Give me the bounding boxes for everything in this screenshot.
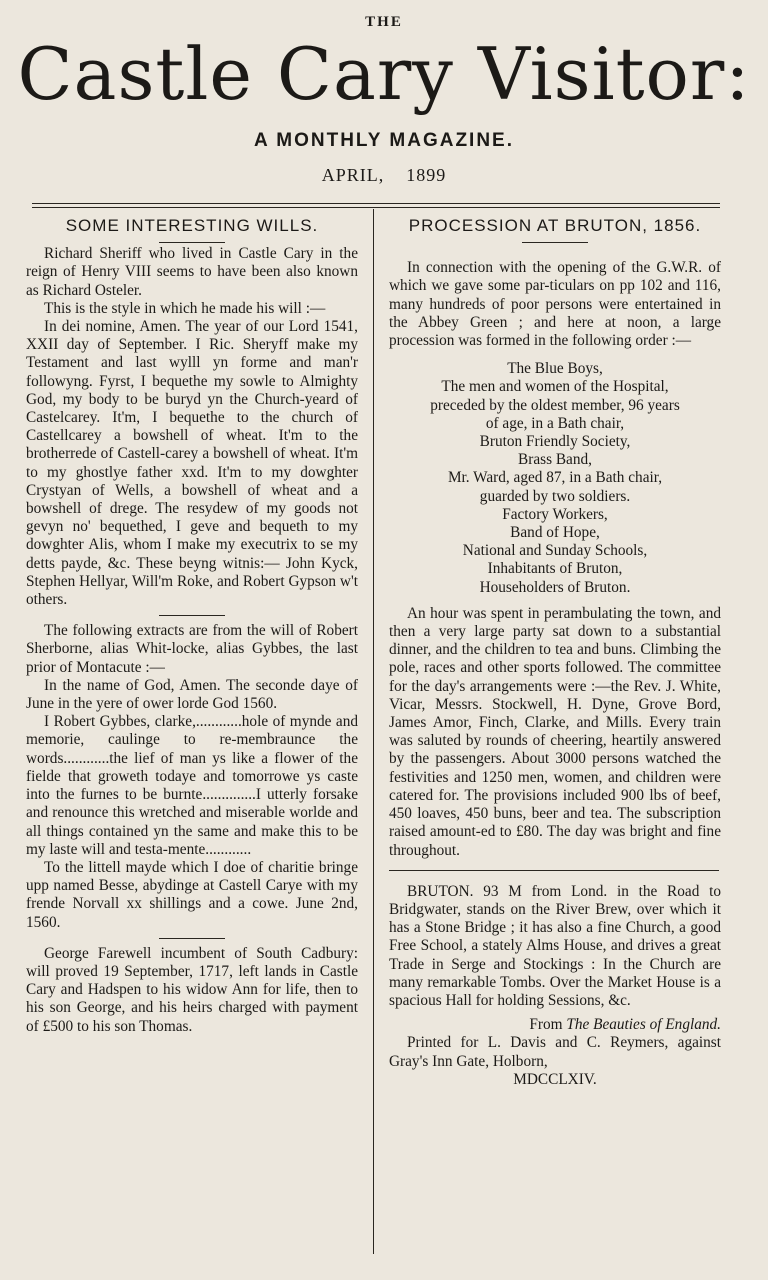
wills-heading: SOME INTERESTING WILLS. (65, 216, 319, 235)
order-line: guarded by two soldiers. (479, 487, 631, 505)
order-line: Band of Hope, (510, 524, 600, 542)
wills-paragraph-3: In dei nomine, Amen. The year of our Lord 1541, XXII day of September. I Ric. Sheryff make my Testament and last wylll yn forme and man'r followyng. Fyrst, I bequethe my sowle to Almighty God, my body to be buryd yn the Church-yeard of Castelcarey. It'm, I bequethe to the church of Castellcarey a bowshell of wheat. It'm to the brotherrede of Castell-carey a bowshell of wheat. It'm to my ghostlye father xxd. It'm to my dowghter Crystyan of Wells, a bowshell of wheat and a bowshell of drege. The resydew of my goods not gevyn no' bequethed, I geve and bequeth to my dowghter Alis, whom I make my executrix to se my detts payde, &c. These beyng witnis:— John Kyck, Stephen Hellyar, Will'm Roke, and Robert Gypson w't others. (26, 318, 358, 609)
printer-line: Printed for L. Davis and C. Reymers, against Gray's Inn Gate, Holborn, (389, 1034, 721, 1070)
wills-paragraph-2: This is the style in which he made his will :— (44, 299, 326, 317)
issue-month: APRIL, (321, 165, 385, 185)
wills-paragraph-8: George Farewell incumbent of South Cadbury: will proved 19 September, 1717, left lands in Castle Cary and Hadspen to his widow Ann for life, then to his son George, and his heirs charged with payment of £500 to his son Thomas. (26, 944, 358, 1035)
source-from: From (529, 1016, 563, 1034)
header-rule (32, 203, 720, 204)
masthead (0, 0, 768, 200)
procession-intro: In connection with the opening of the G.W.R. of which we gave some par-ticulars on pp 102 and 116, many hundreds of poor persons were entertained in the Abbey Green ; and here at noon, a large procession was formed in the following order :— (389, 259, 721, 350)
order-line: Bruton Friendly Society, (479, 433, 631, 451)
wills-paragraph-4: The following extracts are from the will of Robert Sherborne, alias Whit-locke, alias Gybbes, the last prior of Montacute :— (26, 622, 358, 676)
wills-paragraph-6: I Robert Gybbes, clarke,............hole of mynde and memorie, caulinge to re-membraunce the words............the lief of man ys like a flower of the fielde that groweth todaye and tomorrowe ys caste into the furnes to be burnte..............I utterly forsake and renounce this wretched and miserable worlde and all things contained yn the same and make this to be my laste will and testa-mente............ (26, 713, 358, 858)
magazine-title: Castle Cary Visitor: (17, 32, 751, 116)
section-rule (389, 870, 719, 871)
wills-paragraph-1: Richard Sheriff who lived in Castle Cary in the reign of Henry VIII seems to have been also known as Richard Osteler. (26, 245, 358, 299)
heading-rule (522, 242, 588, 243)
order-line: Brass Band, (518, 451, 592, 469)
procession-order (389, 360, 721, 597)
source-title: The Beauties of England. (566, 1016, 721, 1034)
issue-year: 1899 (406, 165, 447, 185)
order-line: Factory Workers, (502, 505, 608, 523)
bruton-extract (389, 883, 721, 1089)
right-column (389, 212, 721, 1089)
wills-paragraph-5: In the name of God, Amen. The seconde daye of June in the yere of ower lorde God 1560. (26, 676, 358, 713)
order-line: of age, in a Bath chair, (485, 414, 625, 432)
header-rule-double (32, 207, 720, 208)
order-line: The Blue Boys, (507, 360, 603, 378)
column-divider (373, 209, 374, 1254)
publication-year-roman: MDCCLXIV. (513, 1070, 597, 1088)
magazine-subtitle: A MONTHLY MAGAZINE. (253, 130, 515, 151)
order-line: National and Sunday Schools, (462, 542, 648, 560)
bruton-description: BRUTON. 93 M from Lond. in the Road to Bridgwater, stands on the River Brew, over which it has a Stone Bridge ; it has also a fine Church, a good Free School, a stately Alms House, and drives a great Trade in Serge and Stockings : In the Church are many remarkable Tombs. Over the Market House is a spacious Hall for holding Sessions, &c. (389, 882, 721, 1009)
left-column (26, 212, 358, 1036)
order-line: Householders of Bruton. (479, 578, 631, 596)
order-line: preceded by the oldest member, 96 years (430, 396, 680, 414)
order-line: Inhabitants of Bruton, (487, 560, 623, 578)
procession-account: An hour was spent in perambulating the town, and then a very large party sat down to a substantial dinner, and the children to tea and buns. Climbing the pole, races and other sports followed. The committee for the day's arrangements were :—the Rev. J. White, Vicar, Messrs. Stockwell, H. Dyne, Grove Bord, James Amor, Finch, Clarke, and Mills. Every train was saluted by rounds of cheering, heartily answered by the passengers. About 3000 persons watched the festivities and 1250 men, women, and children were catered for. The provisions included 900 lbs of beef, 450 loaves, 450 buns, beer and tea. The subscription raised amount-ed to £80. The day was bright and fine throughout. (389, 604, 721, 859)
section-rule (159, 938, 225, 939)
heading-rule (159, 242, 225, 243)
procession-heading: PROCESSION AT BRUTON, 1856. (408, 216, 702, 235)
wills-paragraph-7: To the littell mayde which I doe of charitie bringe upp named Besse, abydinge at Castell Carye with my frende Norvall xx shillings and a cowe. June 2nd, 1560. (26, 858, 358, 931)
order-line: Mr. Ward, aged 87, in a Bath chair, (447, 469, 663, 487)
section-rule (159, 615, 225, 616)
order-line: The men and women of the Hospital, (441, 378, 669, 396)
masthead-the: THE (365, 14, 403, 30)
source-credit (389, 1016, 721, 1034)
issue-date (0, 165, 768, 186)
